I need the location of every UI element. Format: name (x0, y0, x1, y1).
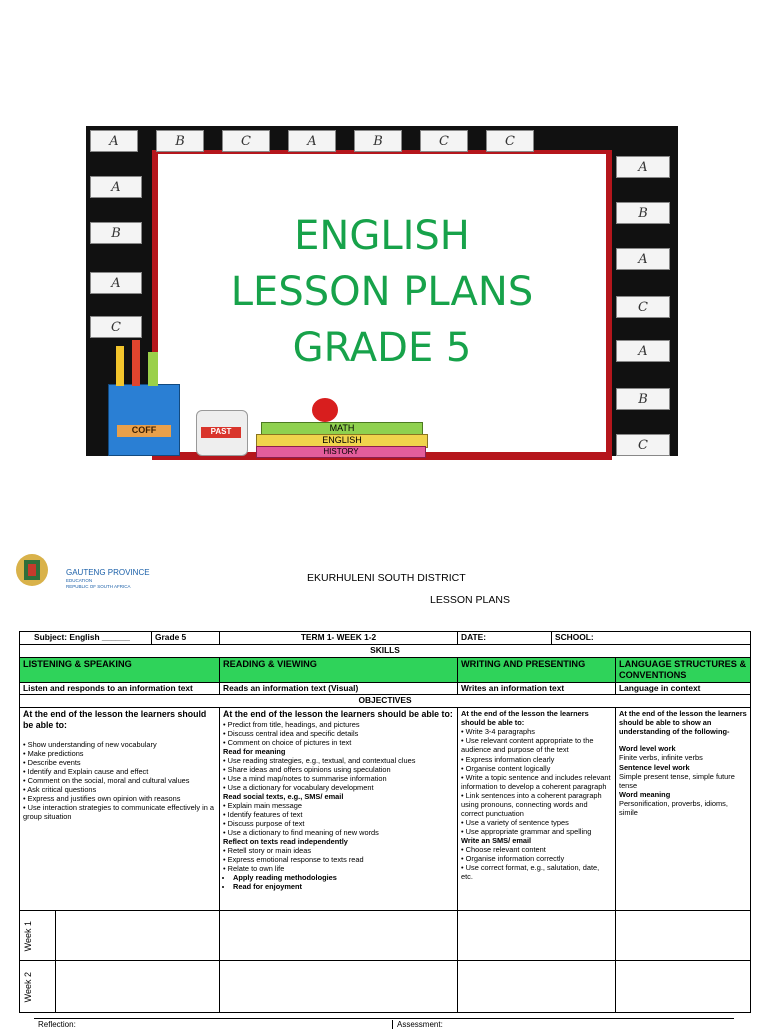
week-row (20, 961, 751, 1013)
paste-label: PAST (201, 427, 241, 438)
objectives-intro: At the end of the lesson the learners should be able to show an understanding of the following- (619, 709, 747, 737)
objective-text: Simple present tense, simple future tense (619, 771, 735, 790)
book-math: MATH (261, 422, 423, 436)
cover-title-line: ENGLISH (294, 213, 470, 259)
date-cell: DATE: (458, 632, 552, 645)
objective-item: • Link sentences into a coherent paragraph using pronouns, connecting words and correct punctuation (461, 790, 602, 818)
letter-tile: B (616, 202, 670, 224)
letter-tile: C (90, 316, 142, 338)
objective-item: • Comment on the social, moral and cultural values (23, 776, 190, 786)
objective-item: • Show understanding of new vocabulary (23, 740, 157, 750)
letter-tile: C (420, 130, 468, 152)
objective-item: • Write 3-4 paragraphs (461, 727, 535, 737)
week-cell[interactable] (458, 911, 616, 961)
objective-item: • Use interaction strategies to communicate effectively in a group situation (23, 803, 215, 822)
skill-writing: WRITING AND PRESENTING (458, 657, 616, 682)
letter-tile: A (616, 340, 670, 362)
objectives-writing (458, 708, 616, 911)
objective-subheading: Sentence level work (619, 762, 690, 772)
week-cell[interactable] (616, 961, 751, 1013)
objective-item: • Relate to own life (223, 864, 285, 874)
objective-subheading: Word level work (619, 744, 676, 754)
letter-tile: B (616, 388, 670, 410)
objective-item: • Organise information correctly (461, 853, 565, 863)
objective-bold-item: • Apply reading methodologies (233, 873, 454, 882)
province-name: GAUTENG PROVINCE (66, 568, 150, 577)
objective-bullets (223, 873, 454, 891)
week-label-cell (20, 961, 56, 1013)
letter-tile: A (616, 156, 670, 178)
term-cell: TERM 1- WEEK 1-2 (220, 632, 458, 645)
book-history: HISTORY (256, 446, 426, 458)
gauteng-logo (10, 548, 150, 594)
objective-item: • Retell story or main ideas (223, 846, 312, 856)
skill-reading: READING & VIEWING (220, 657, 458, 682)
ruler-icon (148, 352, 158, 386)
objective-item: • Discuss purpose of text (223, 819, 305, 829)
cover-title (186, 208, 578, 376)
objective-item: • Predict from title, headings, and pictures (223, 719, 360, 729)
objectives-intro: At the end of the lesson the learners should be able to: (23, 709, 207, 730)
objectives-listening (20, 708, 220, 911)
objective-item: • Use a mind map/notes to summarise information (223, 773, 387, 783)
objective-item: • Use reading strategies, e.g., textual, and contextual clues (223, 755, 416, 765)
objective-item: • Express emotional response to texts read (223, 855, 364, 865)
objective-subheading: Read social texts, e.g., SMS/ email (223, 791, 344, 801)
pencil-icon (132, 340, 140, 386)
objective-bold-item: • Read for enjoyment (233, 882, 454, 891)
lesson-plan-table (19, 631, 751, 1013)
objective-item: • Describe events (23, 758, 81, 768)
pencil-cup (108, 384, 180, 456)
pencil-cup-label: COFF (117, 425, 171, 437)
objective-item: • Use a dictionary for vocabulary development (223, 782, 374, 792)
week-cell[interactable] (220, 911, 458, 961)
focus-language: Language in context (616, 682, 751, 695)
objectives-intro: At the end of the lesson the learners should be able to: (461, 709, 589, 728)
objective-item: • Use a dictionary to find meaning of new words (223, 828, 379, 838)
objective-item: • Write a topic sentence and includes relevant information to develop a coherent paragraph (461, 772, 611, 791)
cover-title-line: LESSON PLANS (230, 269, 534, 315)
objective-item: • Use correct format, e.g., salutation, date, etc. (461, 862, 600, 881)
apple-icon (312, 398, 338, 422)
cover-title-line: GRADE 5 (292, 325, 472, 371)
objective-item: • Use relevant content appropriate to the audience and purpose of the text (461, 736, 594, 755)
objective-item: • Identify features of text (223, 810, 303, 820)
district-name: EKURHULENI SOUTH DISTRICT (307, 572, 466, 584)
week-row (20, 911, 751, 961)
letter-tile: C (222, 130, 270, 152)
reflection-row (34, 1018, 734, 1031)
objective-item: • Ask critical questions (23, 785, 97, 795)
paste-jar (196, 410, 248, 456)
skills-row (20, 657, 751, 682)
info-row (20, 632, 751, 645)
objectives-intro: At the end of the lesson the learners should be able to: (223, 709, 453, 720)
assessment-label: Assessment: (392, 1020, 443, 1029)
book-english: ENGLISH (256, 434, 428, 448)
objective-item: • Use a variety of sentence types (461, 817, 569, 827)
letter-tile: C (486, 130, 534, 152)
objective-text: Finite verbs, infinite verbs (619, 753, 703, 763)
objective-item: • Express and justifies own opinion with reasons (23, 794, 181, 804)
objectives-row (20, 708, 751, 911)
week-cell[interactable] (220, 961, 458, 1013)
objective-item: • Use appropriate grammar and spelling (461, 826, 592, 836)
skill-listening: LISTENING & SPEAKING (20, 657, 220, 682)
letter-tile: A (90, 272, 142, 294)
reflection-label: Reflection: (38, 1020, 76, 1029)
focus-writing: Writes an information text (458, 682, 616, 695)
week-label-cell (20, 911, 56, 961)
objective-item: • Discuss central idea and specific details (223, 728, 359, 738)
objective-item: • Choose relevant content (461, 844, 546, 854)
week-cell[interactable] (56, 911, 220, 961)
objective-subheading: Word meaning (619, 789, 671, 799)
letter-tile: B (90, 222, 142, 244)
objective-subheading: Read for meaning (223, 746, 286, 756)
week-cell[interactable] (458, 961, 616, 1013)
objective-item: • Organise content logically (461, 763, 551, 773)
objective-text: Personification, proverbs, idioms, simile (619, 798, 728, 817)
subject-cell: Subject: English ______ (20, 632, 152, 645)
grade-cell: Grade 5 (152, 632, 220, 645)
week-cell[interactable] (56, 961, 220, 1013)
objective-item: • Express information clearly (461, 754, 555, 764)
letter-tile: A (90, 176, 142, 198)
focus-listening: Listen and responds to an information text (20, 682, 220, 695)
letter-tile: C (616, 434, 670, 456)
letter-tile: B (156, 130, 204, 152)
letter-tile: A (288, 130, 336, 152)
pencil-icon (116, 346, 124, 386)
objective-item: • Explain main message (223, 801, 303, 810)
week-label: Week 2 (23, 971, 33, 1003)
letter-tile: A (90, 130, 138, 152)
letter-tile: A (616, 248, 670, 270)
week-cell[interactable] (616, 911, 751, 961)
skill-language: LANGUAGE STRUCTURES & CONVENTIONS (616, 657, 751, 682)
objective-item: • Share ideas and offers opinions using speculation (223, 764, 391, 774)
document-type: LESSON PLANS (430, 594, 510, 606)
letter-tile: C (616, 296, 670, 318)
objective-subheading: Write an SMS/ email (461, 835, 532, 845)
province-sub: EDUCATION (66, 578, 93, 583)
objectives-heading: OBJECTIVES (20, 695, 751, 708)
focus-row (20, 682, 751, 695)
week-label: Week 1 (23, 920, 33, 952)
focus-reading: Reads an information text (Visual) (220, 682, 458, 695)
objective-item: • Make predictions (23, 749, 84, 759)
cover-frame (86, 126, 678, 456)
objectives-language (616, 708, 751, 911)
objective-item: • Identify and Explain cause and effect (23, 767, 149, 777)
skills-heading: SKILLS (20, 644, 751, 657)
letter-tile: B (354, 130, 402, 152)
school-cell: SCHOOL: (552, 632, 751, 645)
objective-item: • Comment on choice of pictures in text (223, 737, 352, 747)
province-sub: REPUBLIC OF SOUTH AFRICA (66, 584, 131, 589)
objective-subheading: Reflect on texts read independently (223, 837, 348, 847)
objectives-reading (220, 708, 458, 911)
